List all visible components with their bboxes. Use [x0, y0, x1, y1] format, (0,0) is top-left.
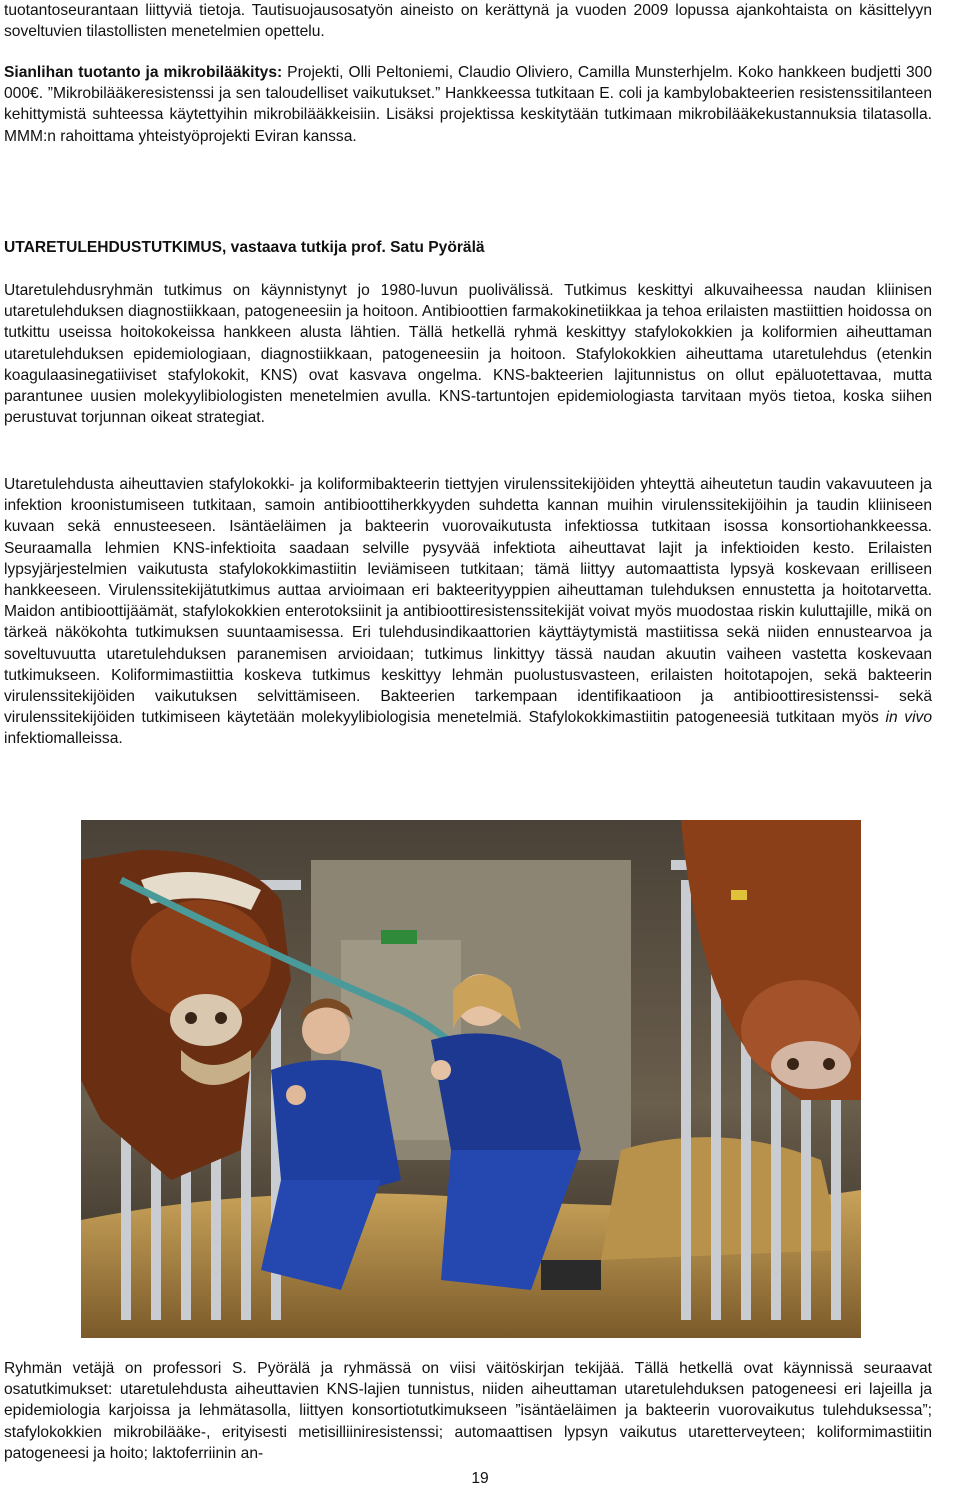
paragraph-text: Utaretulehdusta aiheuttavien stafylokokki- ja koliformibakteerin tiettyjen virulenssitekijöiden yhteyttä aiheutetun taudin vakavuuteen ja infektion kroonistumiseen tutkitaan, samoin antibioottiherkkyyden suhdetta kannan muihin virulenssitekijöihin ja taudin kliiniseen kuvaan sekä ennusteeseen. Isäntäeläimen ja bakteerin vuorovaikutusta infektiossa tutkitaan isossa konsortiohankkeessa. Seuraamalla lehmien KNS-infektioita saadaan selville pysyvää infektiota aiheuttavat lajit ja infektioiden kesto. Erilaisten lypsyjärjestelmien vaikutusta stafylokokkimastiitin leviämiseen tutkitaan; tämä liittyy automaattista lypsyä koskevaan erilliseen hankkeeseen. Virulenssitekijätutkimus auttaa arvioimaan eri bakteerityyppien aiheuttaman tulehduksen ennustetta ja hoitotarvetta. Maidon antibioottijäämät, stafylokokkien enterotoksiinit ja antibioottiresistenssitekijät voivat myös muodostaa riskin kuluttajille, mikä on tärkeä näkökohta tutkimuksen suuntaamisessa. Eri tulehdusindikaattorien käyttäytymistä mastiitissa sekä niiden ennustearvoa ja soveltuvuutta utaretulehduksen paranemisen arvioidaan; tutkimus linkittyy tässä naudan akuutin vaiheen vastetta koskevaan tutkimukseen. Koliformimastiittia koskeva tutkimus keskittyy lehmän puolustusvasteen, erilaisten hoitotapojen, sekä bakteerin virulenssitekijöiden vaikutuksen selvittämiseen. Bakteerien tarkempaan identifikaatioon ja antibioottiresistenssi- sekä virulenssitekijöiden tutkimiseen käytetään molekyylibiologisia menetelmiä. Stafylokokkimastiitin patogeneesiä tutkitaan myös — [4, 476, 932, 727]
paragraph-mastitis-research — [4, 474, 932, 750]
paragraph-mastitis-overview: Utaretulehdusryhmän tutkimus on käynnistynyt jo 1980-luvun puolivälissä. Tutkimus keskittyi alkuvaiheessa naudan kliinisen utaretulehduksen diagnostiikkaan, patogeneesiin ja hoitoon. Antibioottien farmakokinetiikkaa ja tehoa erilaisten mastiittien hoidossa on tutkittu useissa hoitokokeissa hankkeen alusta lähtien. Tällä hetkellä ryhmä keskittyy stafylokokkien ja koliformien aiheuttaman utaretulehduksen epidemiologiaan, diagnostiikkaan, patogeneesiin ja hoitoon. Stafylokokkien aiheuttama utaretulehdus (etenkin koagulaasinegatiiviset stafylokokit, KNS) ovat kasvava ongelma. KNS-bakteerien lajitunnistus on ollut epäluotettavaa, mutta parantunee uusien molekyylibiologisten menetelmien avulla. KNS-tartuntojen epidemiologiasta tarvitaan myös tietoa, koska siihen perustuvat torjunnan oikeat strategiat. — [4, 282, 932, 427]
paragraph-label: Sianlihan tuotanto ja mikrobilääkitys: — [4, 64, 283, 81]
paragraph-intro-continued: tuotantoseurantaan liittyviä tietoja. Tautisuojausosatyön aineisto on kerättynä ja vuoden 2009 lopussa ajankohtaista on käsittelyyn soveltuvien tilastollisten menetelmien opettelu. — [4, 2, 932, 41]
paragraph-text: Projekti, Olli Peltoniemi, Claudio Oliviero, Camilla Munsterhjelm. Koko hankkeen budjetti 300 000€. ”Mikrobilääkeresistenssi ja sen taloudelliset vaikutukset.” Hankkeessa tutkitaan E. coli ja kambylobakteerien resistenssitilanteen kehittymistä suhteessa käytettyihin mikrobilääkkeisiin. Lisäksi projektissa keskitytään tutkimaan mikrobilääkekustannuksia tilatasolla. MMM:n rahoittama yhteistyöprojekti Eviran kanssa. — [4, 64, 932, 145]
paragraph-text-end: infektiomalleissa. — [4, 730, 123, 748]
paragraph-pig-production — [4, 62, 932, 147]
italic-term: in vivo — [885, 709, 932, 727]
barn-photo — [81, 820, 861, 1338]
page-number: 19 — [471, 1470, 489, 1487]
section-heading: UTARETULEHDUSTUTKIMUS, vastaava tutkija prof. Satu Pyörälä — [4, 239, 485, 256]
paragraph-group-leader: Ryhmän vetäjä on professori S. Pyörälä ja ryhmässä on viisi väitöskirjan tekijää. Tällä hetkellä ovat käynnissä seuraavat osatutkimukset: utaretulehdusta aiheuttavien KNS-lajien tunnistus, niiden aiheuttaman utaretulehduksen patogeneesi eri lajeilla ja epidemiologia karjoissa ja lehmätasolla, liittyen konsortiotutkimukseen ”isäntäeläimen ja bakteerin vuorovaikutus tulehduksessa”; stafylokokkien mikrobilääke-, erityisesti metisilliiniresistenssi; automaattisen lypsyn vaikutus utaretterveyteen; koliformimastiitin patogeneesi ja hoito; laktoferriinin an- — [4, 1360, 932, 1462]
